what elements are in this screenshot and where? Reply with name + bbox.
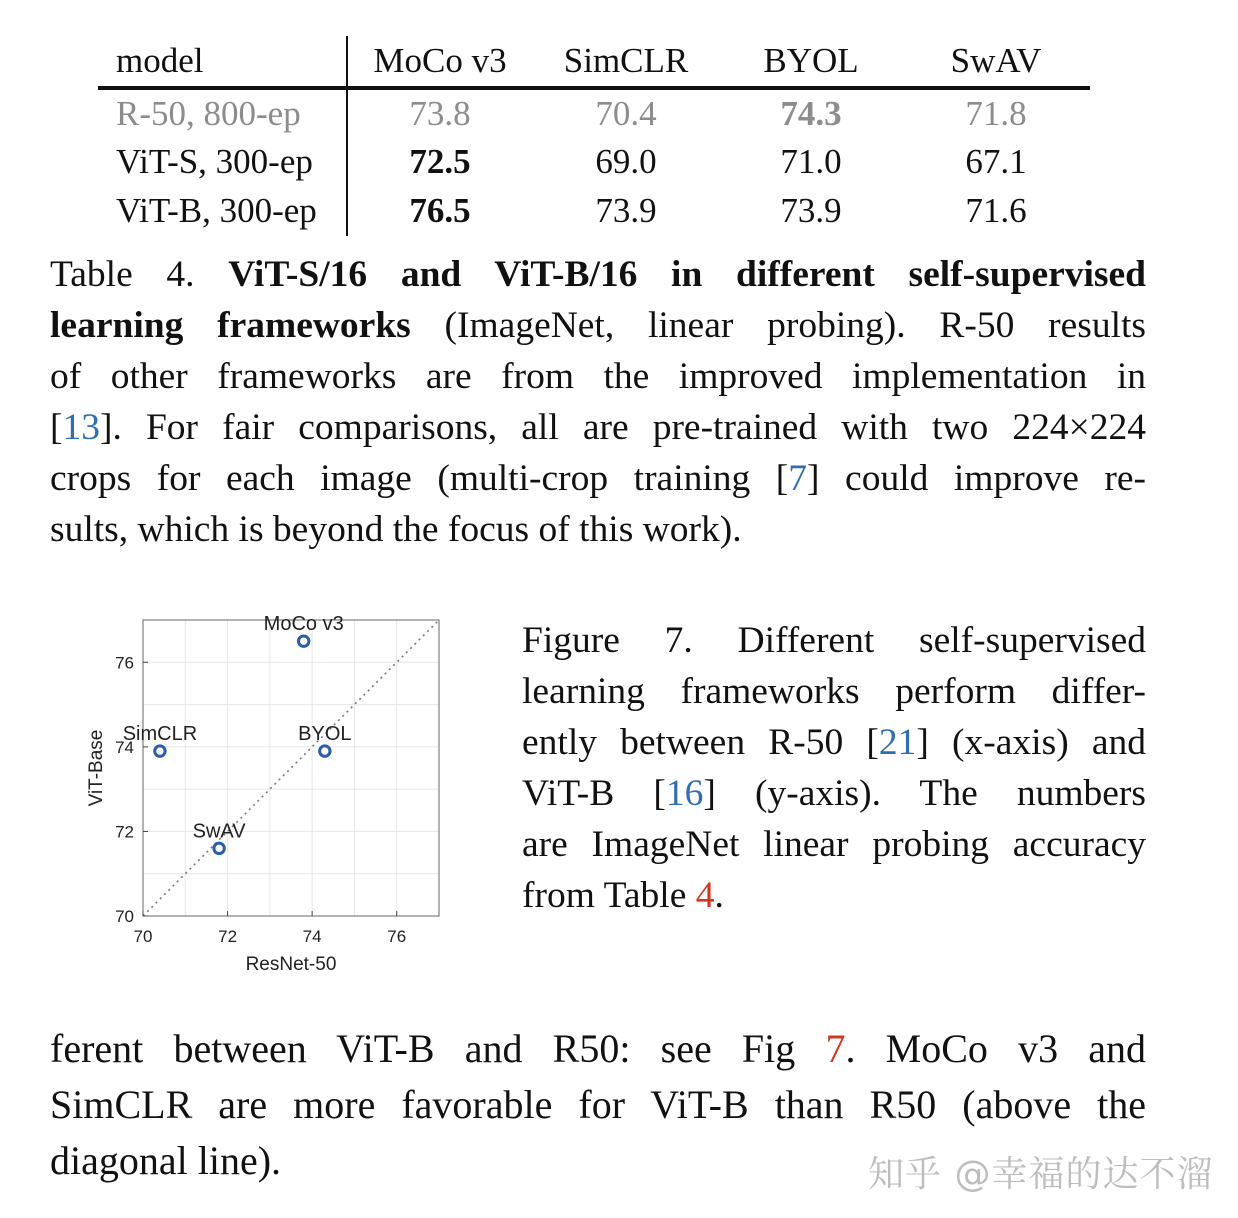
caption-text: ] (x-axis) and	[916, 722, 1146, 763]
data-point	[155, 746, 165, 756]
table-ref-link[interactable]: 4	[695, 875, 715, 916]
scatter-plot	[80, 605, 460, 985]
table-cell: 67.1	[965, 142, 1027, 181]
results-table	[98, 36, 1090, 236]
y-tick-label: 76	[115, 653, 134, 673]
caption-line: sults, which is beyond the focus of this work).	[50, 509, 742, 550]
y-axis-label: ViT-Base	[86, 729, 107, 807]
caption-text: from Table	[522, 875, 696, 916]
plot-ticks	[115, 653, 406, 946]
caption-line: learning frameworks perform differ-	[522, 671, 1146, 712]
table-cell: 73.8	[409, 94, 471, 133]
table-vertical-rule	[346, 36, 348, 236]
point-label: MoCo v3	[263, 613, 344, 636]
caption-line	[522, 717, 1146, 768]
table-cell: 73.9	[780, 191, 842, 230]
point-label: SwAV	[192, 820, 246, 843]
point-label: SimCLR	[122, 723, 198, 746]
caption-text: ently between R-50 [	[522, 722, 879, 763]
body-text: ferent between ViT-B and R50: see Fig	[50, 1026, 826, 1071]
caption-label: Table 4.	[50, 254, 195, 295]
citation-link[interactable]: 16	[665, 773, 704, 814]
table-header-byol: BYOL	[763, 41, 859, 80]
table-header-moco: MoCo v3	[373, 41, 507, 80]
caption-line	[50, 249, 1146, 300]
x-tick-label: 72	[218, 927, 238, 946]
caption-line	[50, 402, 1146, 453]
citation-link[interactable]: 13	[62, 407, 100, 448]
data-point	[320, 746, 330, 756]
caption-text: [	[50, 407, 63, 448]
citation-link[interactable]: 21	[878, 722, 917, 763]
figure-ref-link[interactable]: 7	[825, 1026, 846, 1071]
caption-text: ViT-B [	[522, 773, 666, 814]
caption-text: (ImageNet, linear probing). R-50 results	[410, 305, 1146, 346]
caption-text: ] could improve re-	[807, 458, 1146, 499]
caption-line	[50, 300, 1146, 351]
caption-line: Figure 7. Different self-supervised	[522, 620, 1146, 661]
point-label: BYOL	[298, 723, 352, 746]
caption-line: are ImageNet linear probing accuracy	[522, 824, 1146, 865]
table-header-swav: SwAV	[950, 41, 1042, 80]
figure-caption	[522, 615, 1146, 921]
table-row-label: ViT-B, 300-ep	[116, 191, 317, 230]
table-cell: 74.3	[780, 94, 842, 133]
table-cell: 73.9	[595, 191, 657, 230]
table-cell: 71.6	[965, 191, 1027, 230]
table-row-label: ViT-S, 300-ep	[116, 142, 313, 181]
y-tick-label: 72	[115, 822, 134, 842]
diagonal-line	[143, 620, 439, 916]
caption-text: ] (y-axis). The numbers	[703, 773, 1146, 814]
x-axis-label: ResNet-50	[245, 954, 337, 975]
data-point	[298, 636, 308, 646]
caption-line: of other frameworks are from the improved implementation in	[50, 356, 1146, 397]
table-cell: 69.0	[595, 142, 657, 181]
x-tick-label: 74	[302, 927, 322, 946]
caption-text: .	[714, 875, 724, 916]
y-tick-label: 70	[115, 907, 134, 926]
table-cell: 72.5	[409, 142, 471, 181]
caption-text: ]. For fair comparisons, all are pre-trained with two 224×224	[100, 407, 1146, 448]
plot-points	[123, 613, 352, 853]
caption-line	[50, 453, 1146, 504]
table-cell: 71.0	[780, 142, 842, 181]
watermark: 知乎 @幸福的达不溜	[868, 1154, 1214, 1195]
caption-title: learning frameworks	[50, 305, 411, 346]
table-header-simclr: SimCLR	[563, 41, 689, 80]
table-header-model: model	[116, 41, 204, 80]
x-tick-label: 70	[133, 927, 153, 946]
body-line	[50, 1021, 1146, 1077]
table-header-rule	[98, 86, 1090, 90]
table-cell: 76.5	[409, 191, 471, 230]
citation-link[interactable]: 7	[788, 458, 808, 499]
data-point	[214, 843, 224, 853]
caption-title: ViT-S/16 and ViT-B/16 in different self-supervised	[228, 254, 1146, 295]
table-cell: 70.4	[595, 94, 657, 133]
body-text: . MoCo v3 and	[845, 1026, 1147, 1071]
x-tick-label: 76	[387, 927, 407, 946]
table-row-label: R-50, 800-ep	[116, 94, 301, 133]
table-cell: 71.8	[965, 94, 1027, 133]
caption-text: crops for each image (multi-crop training [	[50, 458, 789, 499]
table-caption	[50, 249, 1146, 555]
body-line: diagonal line).	[50, 1138, 282, 1183]
caption-line	[522, 768, 1146, 819]
caption-line	[522, 870, 1146, 921]
y-tick-label: 74	[115, 737, 134, 757]
body-line: SimCLR are more favorable for ViT-B than R50 (above the	[50, 1082, 1146, 1127]
